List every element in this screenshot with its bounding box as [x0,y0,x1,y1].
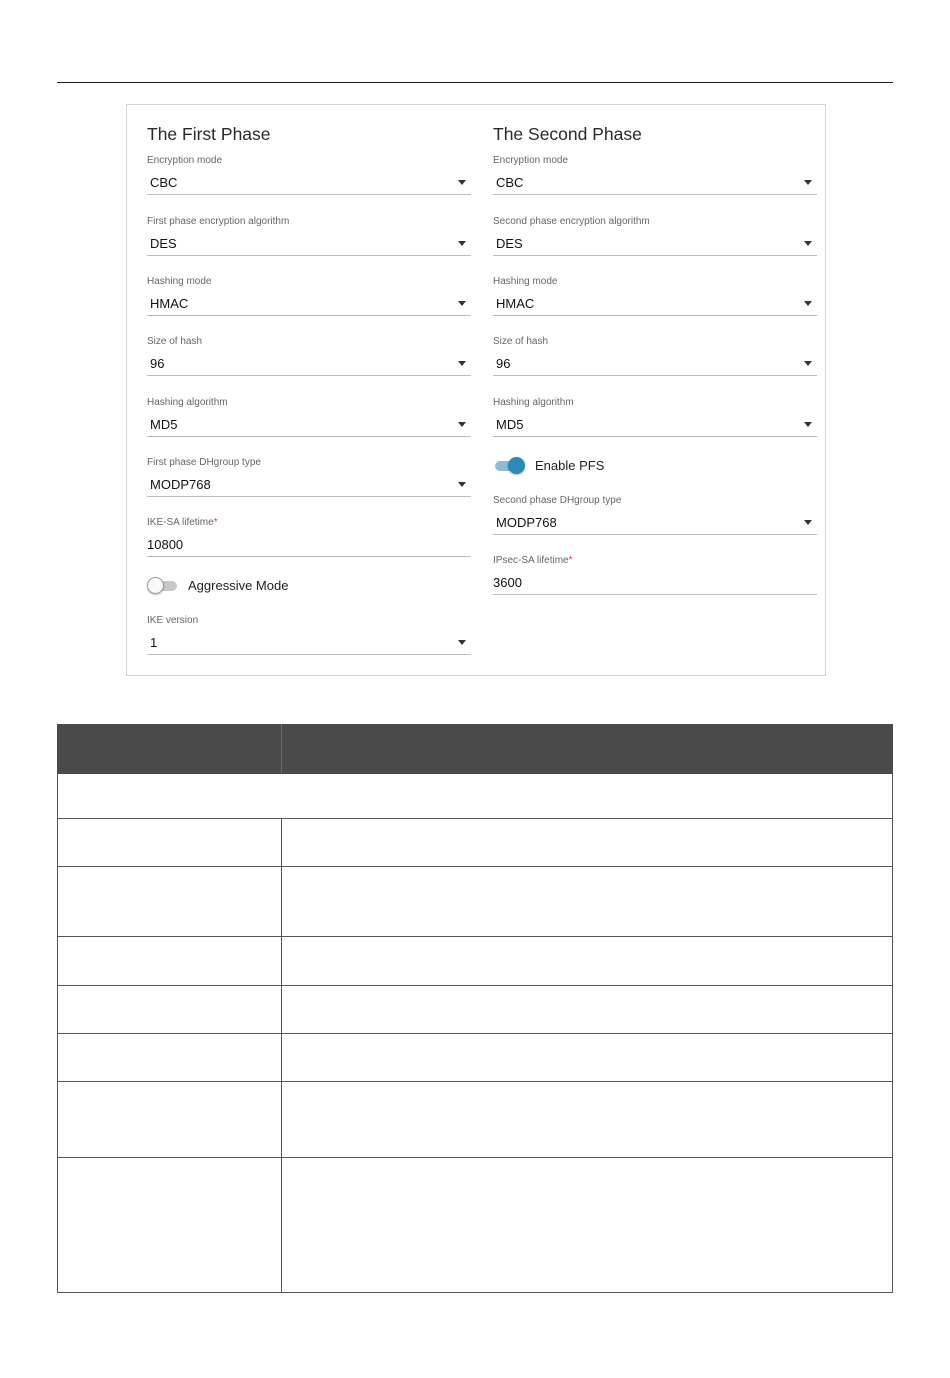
field-label: Second phase encryption algorithm [493,216,650,227]
field-value: CBC [496,175,524,190]
first-encryption-algorithm-select[interactable] [147,216,471,266]
parameters-table [57,724,893,1293]
field-value: HMAC [496,296,535,311]
dropdown-arrow-icon [458,640,466,645]
table-cell [58,1082,282,1158]
field-underline [493,534,817,535]
first-dhgroup-type-select[interactable] [147,457,471,507]
field-label [147,517,218,528]
first-hashing-mode-select[interactable] [147,276,471,326]
toggle-knob [508,457,525,474]
field-value: DES [496,236,523,251]
table-cell [58,774,893,819]
field-label-text: IKE-SA lifetime [147,517,214,528]
ipsec-sa-lifetime-input[interactable] [493,555,817,605]
ike-version-select[interactable] [147,615,471,665]
field-underline [147,375,471,376]
field-label: Hashing algorithm [493,397,574,408]
second-encryption-algorithm-select[interactable] [493,216,817,266]
field-underline [147,194,471,195]
field-value: 96 [150,356,165,371]
table-cell [58,937,282,986]
table-row [58,937,893,986]
dropdown-arrow-icon [804,241,812,246]
field-label: Hashing mode [147,276,212,287]
field-underline [493,594,817,595]
table-header-description [282,725,893,774]
page-header-rule [57,82,893,83]
field-value: 3600 [493,575,522,590]
dropdown-arrow-icon [458,180,466,185]
aggressive-mode-toggle[interactable] [147,575,347,597]
field-underline [147,255,471,256]
table-cell [282,867,893,937]
required-mark: * [213,517,218,528]
field-value: HMAC [150,296,189,311]
table-cell [58,986,282,1034]
field-underline [493,436,817,437]
field-underline [147,315,471,316]
table-header-parameter [58,725,282,774]
field-label: Hashing algorithm [147,397,228,408]
first-hashing-algorithm-select[interactable] [147,397,471,447]
table-row [58,1034,893,1082]
table-header-row [58,725,893,774]
table-row [58,1158,893,1293]
first-encryption-mode-select[interactable] [147,155,471,205]
field-underline [493,375,817,376]
field-value: MD5 [150,417,178,432]
table-row [58,819,893,867]
second-size-of-hash-select[interactable] [493,336,817,386]
first-phase-title: The First Phase [147,124,271,144]
field-label: Encryption mode [493,155,569,166]
field-underline [493,194,817,195]
dropdown-arrow-icon [804,361,812,366]
field-label: First phase encryption algorithm [147,216,290,227]
table-cell [282,937,893,986]
table-row [58,1082,893,1158]
table-row [58,986,893,1034]
second-dhgroup-type-select[interactable] [493,495,817,545]
dropdown-arrow-icon [458,241,466,246]
table-cell [282,819,893,867]
table-cell [282,986,893,1034]
field-value: MD5 [496,417,524,432]
aggressive-mode-label: Aggressive Mode [188,578,289,593]
second-hashing-algorithm-select[interactable] [493,397,817,447]
first-size-of-hash-select[interactable] [147,336,471,386]
field-value: MODP768 [496,515,557,530]
field-underline [147,436,471,437]
ike-sa-lifetime-input[interactable] [147,517,471,567]
table-cell [282,1082,893,1158]
field-label: IKE version [147,615,199,626]
dropdown-arrow-icon [804,301,812,306]
dropdown-arrow-icon [458,361,466,366]
table-cell [282,1158,893,1293]
field-label-text: IPsec-SA lifetime [493,555,569,566]
field-value: 1 [150,635,158,650]
field-value: CBC [150,175,178,190]
toggle-knob [147,577,164,594]
dropdown-arrow-icon [804,422,812,427]
field-label: Size of hash [493,336,549,347]
field-value: DES [150,236,177,251]
field-underline [147,654,471,655]
table-row [58,867,893,937]
dropdown-arrow-icon [458,422,466,427]
dropdown-arrow-icon [804,180,812,185]
table-cell [58,1034,282,1082]
second-encryption-mode-select[interactable] [493,155,817,205]
field-label: Second phase DHgroup type [493,495,622,506]
field-underline [493,255,817,256]
required-mark: * [568,555,573,566]
table-cell [58,1158,282,1293]
field-label: Hashing mode [493,276,558,287]
field-underline [147,496,471,497]
table-cell [58,867,282,937]
ipsec-phase-settings-panel [126,104,826,676]
table-cell [282,1034,893,1082]
second-phase-title: The Second Phase [493,124,642,144]
table-section-row [58,774,893,819]
field-label [493,555,573,566]
field-label: First phase DHgroup type [147,457,261,468]
field-value: MODP768 [150,477,211,492]
dropdown-arrow-icon [458,301,466,306]
field-underline [493,315,817,316]
field-underline [147,556,471,557]
field-value: 10800 [147,537,184,552]
field-value: 96 [496,356,511,371]
enable-pfs-toggle[interactable] [493,455,693,477]
table-cell [58,819,282,867]
dropdown-arrow-icon [804,520,812,525]
enable-pfs-label: Enable PFS [535,458,605,473]
field-label: Size of hash [147,336,203,347]
second-hashing-mode-select[interactable] [493,276,817,326]
dropdown-arrow-icon [458,482,466,487]
field-label: Encryption mode [147,155,223,166]
